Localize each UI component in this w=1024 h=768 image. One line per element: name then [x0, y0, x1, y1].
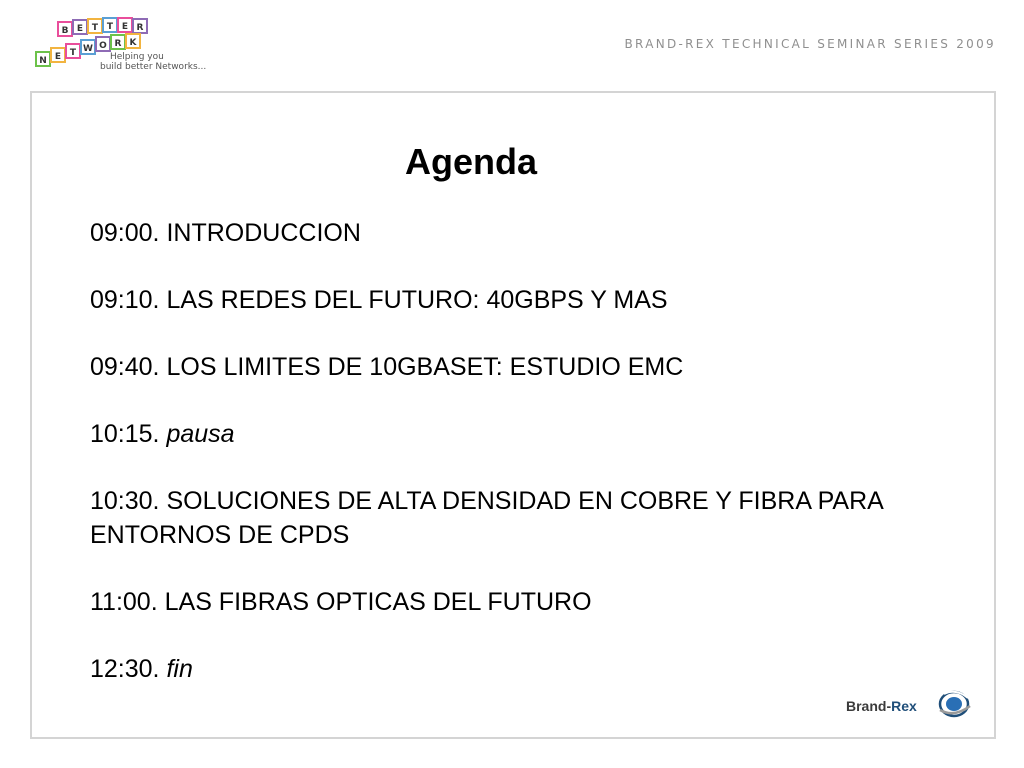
- agenda-item-text: fin: [166, 655, 193, 683]
- agenda-list: [90, 216, 970, 719]
- agenda-item: [90, 652, 970, 686]
- svg-text:N: N: [39, 56, 47, 66]
- agenda-item-text: LAS REDES DEL FUTURO: 40GBPS Y MAS: [166, 286, 668, 314]
- agenda-item: [90, 585, 970, 619]
- agenda-item-time: 10:30.: [90, 487, 160, 515]
- agenda-item-time: 09:00.: [90, 219, 160, 247]
- agenda-item-time: 09:10.: [90, 286, 160, 314]
- svg-text:R: R: [114, 39, 122, 49]
- svg-text:T: T: [69, 48, 77, 58]
- agenda-item-text: INTRODUCCION: [166, 219, 361, 247]
- seminar-series-title: BRAND-REX TECHNICAL SEMINAR SERIES 2009: [624, 37, 996, 51]
- agenda-item-time: 09:40.: [90, 353, 160, 381]
- svg-text:T: T: [106, 22, 114, 32]
- svg-text:O: O: [99, 41, 107, 51]
- logo-tagline-line-1: Helping you: [110, 52, 164, 62]
- svg-text:B: B: [61, 26, 69, 36]
- brand-rex-wordmark: Brand-Rex: [846, 698, 917, 714]
- agenda-item: [90, 417, 970, 451]
- svg-text:W: W: [83, 44, 93, 54]
- agenda-item: [90, 484, 970, 552]
- svg-text:T: T: [91, 23, 99, 33]
- agenda-item-text: LAS FIBRAS OPTICAS DEL FUTURO: [164, 588, 592, 616]
- svg-text:E: E: [54, 52, 62, 62]
- svg-text:E: E: [76, 24, 84, 34]
- agenda-item-text: SOLUCIONES DE ALTA DENSIDAD EN COBRE Y FIBRA PARA ENTORNOS DE CPDS: [90, 487, 883, 549]
- brand-rex-logo: [844, 684, 974, 724]
- agenda-item-text: pausa: [166, 420, 235, 448]
- brand-rex-globe-icon: [940, 692, 970, 716]
- svg-text:R: R: [136, 23, 144, 33]
- agenda-item: [90, 350, 970, 384]
- agenda-item: [90, 216, 970, 250]
- agenda-item-time: 11:00.: [90, 588, 158, 616]
- logo-tagline-line-2: build better Networks...: [100, 62, 207, 72]
- agenda-item-time: 12:30.: [90, 655, 160, 683]
- agenda-item-text: LOS LIMITES DE 10GBASET: ESTUDIO EMC: [166, 353, 684, 381]
- svg-text:E: E: [121, 22, 129, 32]
- agenda-item-time: 10:15.: [90, 420, 160, 448]
- logo-tagline: [100, 52, 206, 72]
- svg-text:K: K: [129, 38, 137, 48]
- agenda-item: [90, 283, 970, 317]
- agenda-title: Agenda: [404, 141, 537, 182]
